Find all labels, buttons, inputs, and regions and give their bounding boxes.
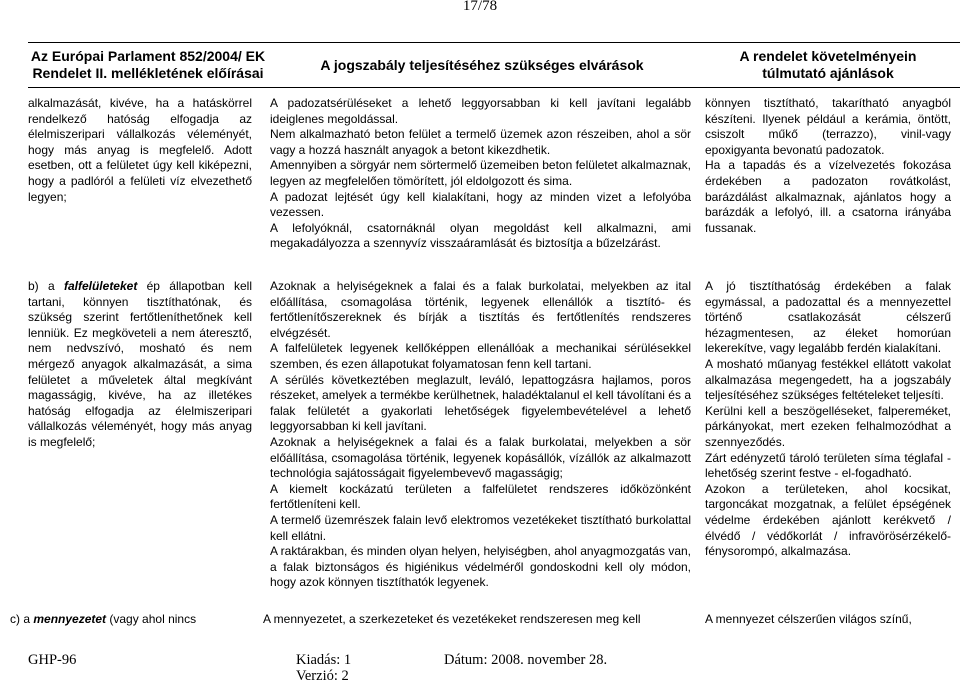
- row2-expectation-paragraph: A termelő üzemrészek falain levő elektromos vezetékeket tisztítható burkolattal kell ellátni.: [270, 512, 691, 543]
- row3-requirement-body: (vagy ahol nincs: [106, 612, 197, 626]
- row1-recommendation-paragraph: könnyen tisztítható, takarítható anyagból készíteni. Ilyenek például a kerámia, öntött, csiszolt műkő (terrazzo), vinil-vagy epoxigyanta bevonatú padozatok.: [705, 96, 951, 157]
- row2-expectation-paragraph: Azoknak a helyiségeknek a falai és a falak burkolatai, melyekben a sör előállítása, csomagolása történik, legyenek kopásállók, vízállók az alkalmazott technológia sajátosságait figyelembevevő magasságig;: [270, 434, 691, 481]
- column-header-recommendations-line1: A rendelet követelményein: [739, 48, 917, 64]
- column-header-requirements-line1: Az Európai Parlament 852/2004/ EK: [30, 48, 266, 64]
- row1-requirement-text: alkalmazását, kivéve, ha a hatáskörrel rendelkező hatóság elfogadja az élelmiszeripari vállalkozás véleményét, hogy más anyag is megfelelő. Adott esetben, ott a felületet úgy kell kiképezni, hogy a padlóról a felületi víz elvezethető legyen;: [28, 96, 252, 204]
- row3-expectations-cell: [263, 612, 693, 628]
- row1-expectations-cell: [270, 96, 691, 252]
- column-header-requirements: [28, 46, 268, 84]
- column-header-expectations-label: A jogszabály teljesítéséhez szükséges elvárások: [320, 56, 644, 73]
- row3-recommendations-cell: [705, 612, 951, 628]
- column-header-expectations: [268, 46, 696, 84]
- row2-expectation-paragraph: A sérülés következtében meglazult, leváló, lepattogzásra hajlamos, poros részeket, amelyek a termékbe kerülhetnek, haladéktalanul el kell távolítani és a falak felületét a gyakorlati lehetőségek figyelembevételével a lehető leggyorsabban ki kell javítani.: [270, 372, 691, 434]
- footer-document-code: GHP-96: [28, 652, 77, 668]
- row2-recommendations-cell: [705, 279, 951, 560]
- row2-recommendation-paragraph: Azokon a területeken, ahol kocsikat, targoncákat mozgatnak, a felület épségének védelme érdekében ajánlott kerékvető / élvédő / védőkorlát / infravörösérzékelő-fénysorompó, alkalmazása.: [705, 481, 951, 559]
- row1-expectation-paragraph: Nem alkalmazható beton felület a termelő üzemek azon részeiben, ahol a sör vagy a hozzá használt anyagok a betont kikezdhetik.: [270, 127, 691, 157]
- row3-requirement-prefix: c) a: [10, 612, 34, 626]
- header-bottom-rule: [28, 87, 960, 88]
- row1-requirement-cell: [28, 96, 252, 205]
- row3-requirement-text: [10, 612, 260, 628]
- row2-expectation-paragraph: A falfelületek legyenek kellőképpen ellenállóak a mechanikai sérülésekkel szemben, és ezen állapotukat folyamatosan fenn kell tartani.: [270, 341, 691, 371]
- row2-expectations-cell: [270, 279, 691, 591]
- footer-version: Verzió: 2: [296, 668, 349, 684]
- row1-expectation-paragraph: A lefolyóknál, csatornáknál olyan megoldást kell alkalmazni, ami megakadályozza a szennyvíz visszaáramlását és biztosítja a bűzelzárást.: [270, 220, 691, 251]
- row1-recommendations-cell: [705, 96, 951, 236]
- row3-requirement-cell: [10, 612, 260, 628]
- row2-recommendation-paragraph: A mosható műanyag festékkel ellátott vakolat alkalmazása megengedett, ha a jogszabály teljesítéséhez szükséges feltételeket teljesíti.: [705, 356, 951, 403]
- row1-expectation-paragraph: Amennyiben a sörgyár nem sörtermelő üzemeiben beton felületet alkalmaznak, legyen az megfelelően tömörített, jól eldolgozott és sima.: [270, 158, 691, 188]
- row1-expectation-paragraph: A padozat lejtését úgy kell kialakítani, hogy az minden vizet a lefolyóba vezessen.: [270, 189, 691, 220]
- page-number: 17/78: [462, 0, 498, 14]
- row2-requirement-body: ép állapotban kell tartani, könnyen tisztíthatónak, és szükség szerint fertőtleníthetőnek kell lenniük. Ez megköveteli a nem áteresztő, nem nedvszívó, mosható és nem mérgező anyagok alkalmazását, a sima felületet a műveletek által megkívánt magasságig, kivéve, ha az illetékes hatóság elfogadja az élelmiszeripari vállalkozás véleményét, hogy más anyag is megfelelő;: [28, 279, 252, 449]
- row2-expectation-paragraph: A kiemelt kockázatú területen a falfelületet rendszeres időközönként fertőtleníteni kell.: [270, 481, 691, 512]
- row2-requirement-text: [28, 279, 252, 451]
- column-header-recommendations-line2: túlmutató ajánlások: [762, 65, 894, 81]
- column-header-recommendations: [696, 46, 960, 84]
- column-header-requirements-line2: Rendelet II. mellékletének előírásai: [32, 65, 264, 81]
- row2-expectation-paragraph: A raktárakban, és minden olyan helyen, helyiségben, ahol anyagmozgatás van, a falak biztonságos és higiénikus védelméről gondoskodni kell oly módon, hogy azok könnyen tisztíthatók legyenek.: [270, 544, 691, 590]
- row2-requirement-prefix: b) a: [28, 279, 64, 293]
- row2-expectation-paragraph: Azoknak a helyiségeknek a falai és a falak burkolatai, melyekben az ital előállítása, csomagolása történik, legyenek ellenállók a tisztító- és fertőtlenítőszereknek és bírják a tisztítás és fertőtlenítés rendszeres elvégzését.: [270, 279, 691, 340]
- row1-expectation-paragraph: A padozatsérüléseket a lehető leggyorsabban ki kell javítani legalább ideiglenes megoldással.: [270, 96, 691, 126]
- row3-recommendation-paragraph: A mennyezet célszerűen világos színű,: [705, 612, 912, 626]
- row2-requirement-cell: [28, 279, 252, 451]
- row2-recommendation-paragraph: A jó tisztíthatóság érdekében a falak egymással, a padozattal és a mennyezettel történő csatlakozását célszerű hézagmentesen, az éleket homorúan lekerekítve, vagy legalább ferdén kialakítani.: [705, 279, 951, 356]
- footer-date: Dátum: 2008. november 28.: [444, 652, 608, 668]
- row2-requirement-emphasis: falfelületeket: [63, 279, 138, 293]
- row2-recommendation-paragraph: Zárt edényzetű tároló területen síma téglafal - lehetőség szerint festve - el-fogadható.: [705, 450, 951, 481]
- row3-expectation-paragraph: A mennyezetet, a szerkezeteket és vezetékeket rendszeresen meg kell: [263, 612, 641, 626]
- table-top-rule: [28, 42, 960, 43]
- row2-recommendation-paragraph: Kerülni kell a beszögelléseket, falpereméket, párkányokat, mert ezeken felhalmozódhat a szennyeződés.: [705, 403, 951, 449]
- footer-issue: Kiadás: 1: [296, 652, 352, 668]
- row3-requirement-emphasis: mennyezetet: [33, 612, 107, 626]
- row1-recommendation-paragraph: Ha a tapadás és a vízelvezetés fokozása érdekében a padozaton rovátkolást, barázdálást alkalmaznak, ajánlatos hogy a barázdák a lefolyó, ill. a csatorna irányába fussanak.: [705, 158, 951, 235]
